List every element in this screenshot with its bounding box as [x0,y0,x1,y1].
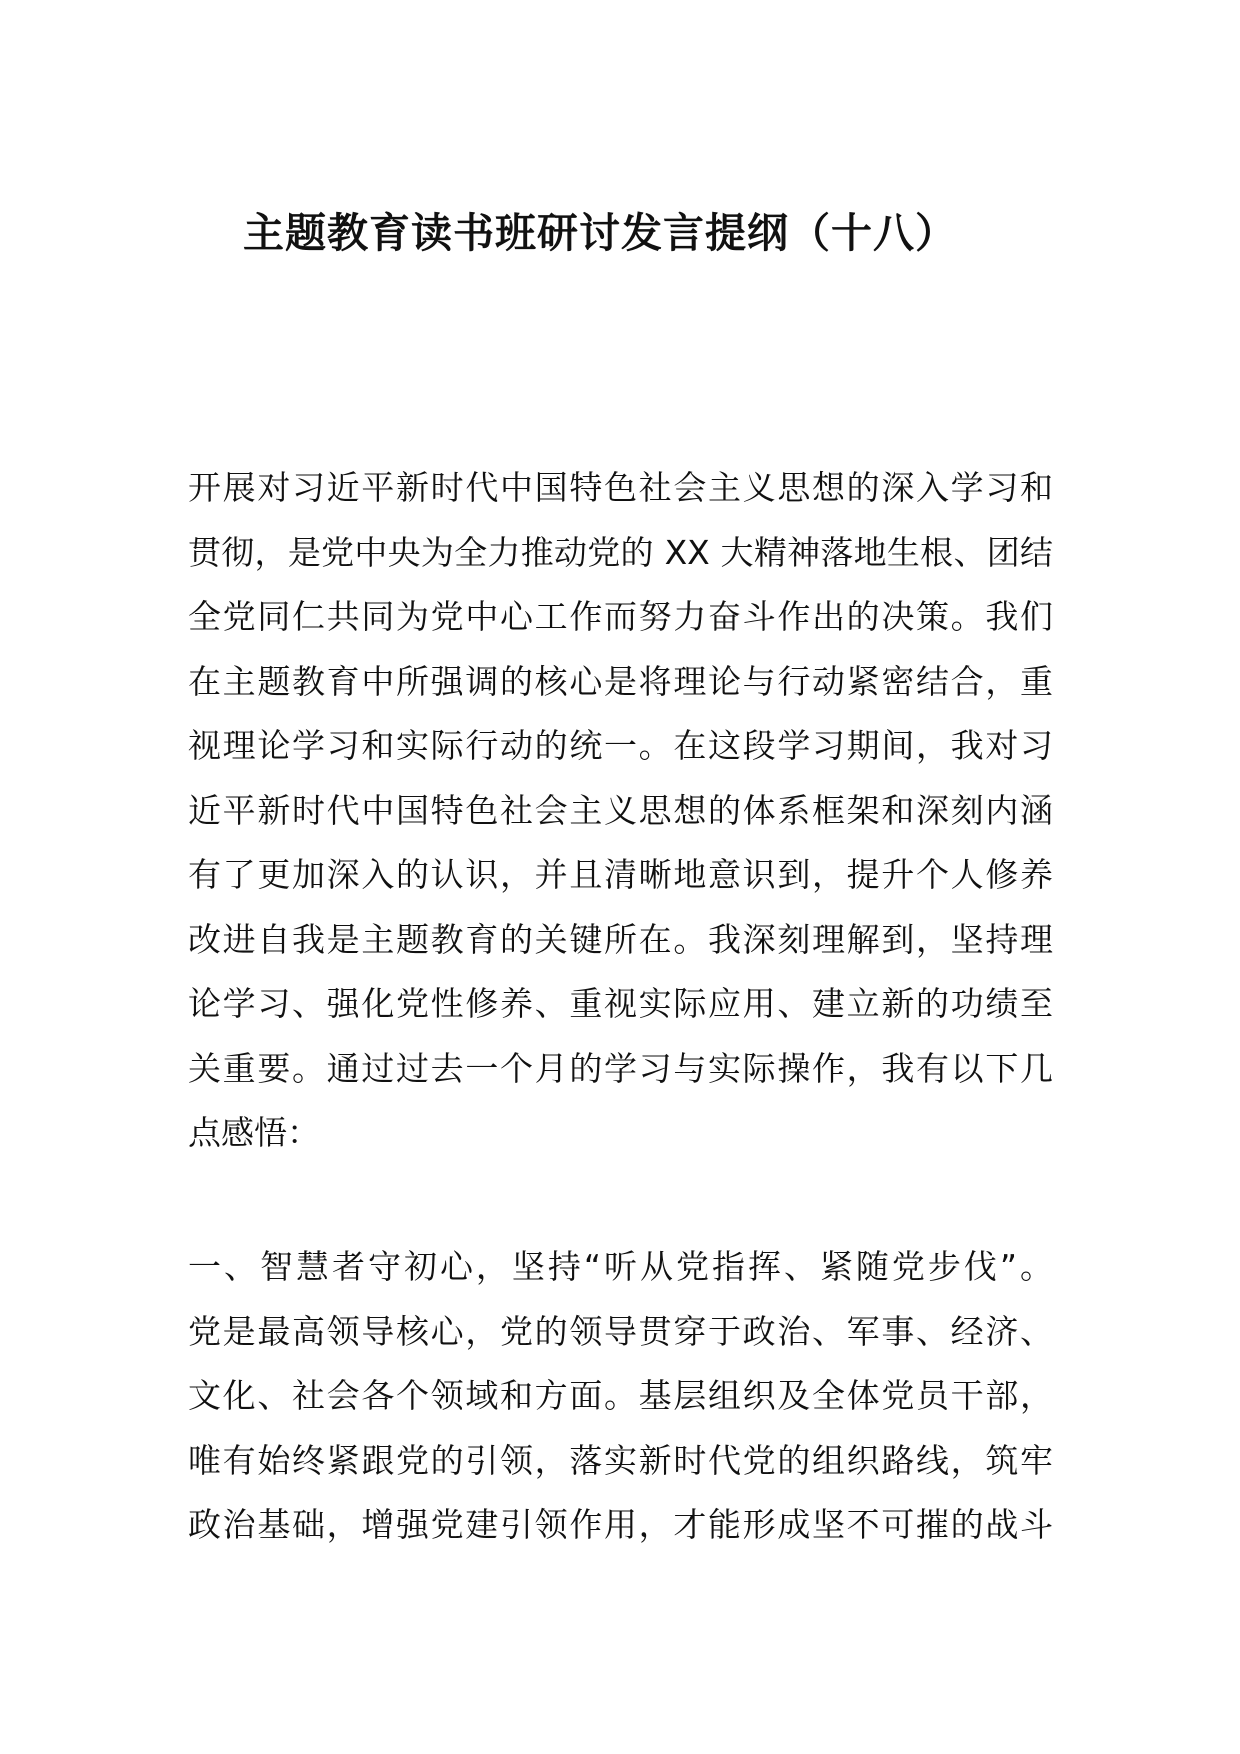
text-line: 关重要。通过过去一个月的学习与实际操作，我有以下几 [188,1048,1053,1088]
text-line: 党是最高领导核心，党的领导贯穿于政治、军事、经济、 [188,1311,1053,1351]
paragraph-section-one [188,1235,1053,1558]
text-line: 论学习、强化党性修养、重视实际应用、建立新的功绩至 [188,984,1053,1023]
text-line: 一、智慧者守初心，坚持“听从党指挥、紧随党步伐”。 [188,1247,1053,1286]
paragraph-intro [188,456,1053,1166]
text-line: 政治基础，增强党建引领作用，才能形成坚不可摧的战斗 [188,1505,1053,1544]
text-line: 全党同仁共同为党中心工作而努力奋斗作出的决策。我们 [188,597,1053,636]
text-line: 改进自我是主题教育的关键所在。我深刻理解到，坚持理 [188,919,1053,959]
text-line: 文化、社会各个领域和方面。基层组织及全体党员干部， [188,1376,1053,1415]
text-line: 视理论学习和实际行动的统一。在这段学习期间，我对习 [188,726,1053,765]
text-line: 开展对习近平新时代中国特色社会主义思想的深入学习和 [188,468,1053,507]
text-line: 近平新时代中国特色社会主义思想的体系框架和深刻内涵 [188,790,1053,830]
text-line: 点感悟： [188,1113,320,1152]
text-line: 贯彻，是党中央为全力推动党的 XX 大精神落地生根、团结 [188,532,1053,572]
text-line: 在主题教育中所强调的核心是将理论与行动紧密结合，重 [188,661,1053,701]
text-line: 有了更加深入的认识，并且清晰地意识到，提升个人修养 [188,855,1053,894]
document-title: 主题教育读书班研讨发言提纲（十八） [243,209,957,257]
text-line: 唯有始终紧跟党的引领，落实新时代党的组织路线，筑牢 [188,1440,1053,1480]
